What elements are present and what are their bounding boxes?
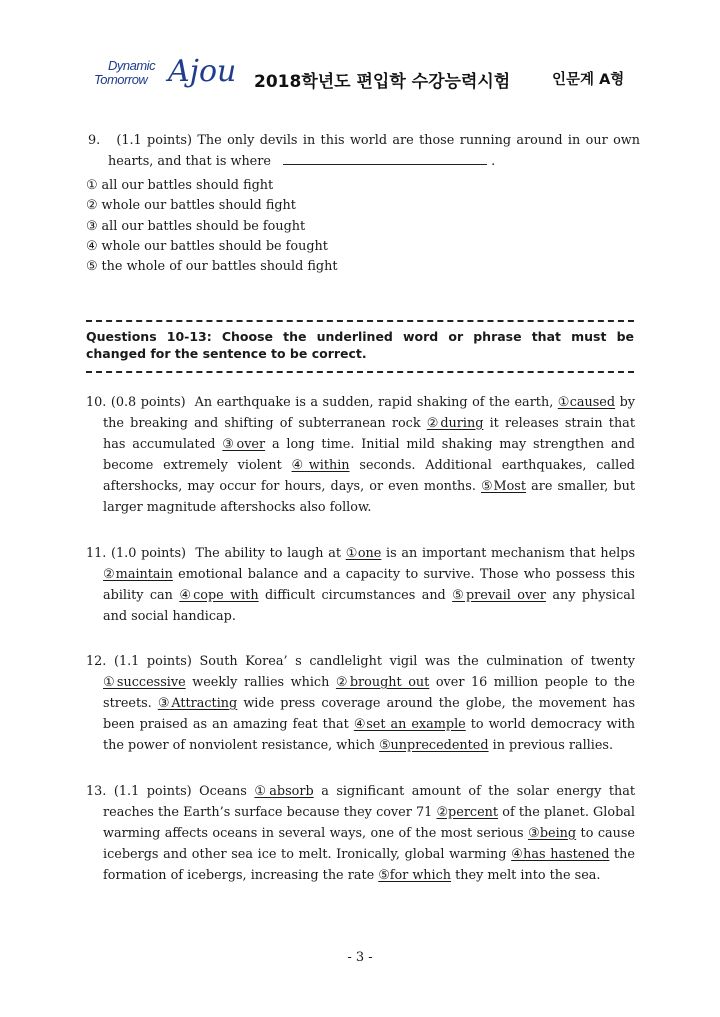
q10-text: by the breaking and shifting of subterranean rock	[103, 395, 635, 431]
q12-text: to world democracy with the power of nonviolent resistance, which	[103, 717, 635, 753]
q11-text: emotional balance and a capacity to survive. Those who possess this ability can	[103, 567, 635, 603]
option-4: ④ whole our battles should be fought	[86, 238, 328, 254]
question-10-head: 10. (0.8 points)	[86, 395, 186, 410]
q13-text: the formation of icebergs, increasing the rate	[103, 847, 635, 883]
q12-underline-5: ⑤unprecedented	[379, 738, 489, 753]
q10-text: seconds. Additional earthquakes, called aftershocks, may occur for hours, days, or even months.	[103, 458, 636, 494]
logo-mark: Ajou	[168, 54, 237, 89]
logo-line-dynamic: Dynamic	[108, 58, 156, 73]
q13-text: a significant amount of the solar energy that reaches the Earth’s surface because they cover 71	[103, 784, 635, 820]
question-9	[88, 130, 640, 172]
q10-underline-1: ①caused	[557, 395, 616, 410]
option-2: ② whole our battles should fight	[86, 198, 296, 214]
q12-underline-2: ②brought out	[335, 675, 430, 690]
q10-text: a long time. Initial mild shaking may strengthen and become extremely violent	[103, 437, 635, 473]
q13-underline-4: ④has hastened	[511, 847, 610, 862]
q13-underline-5: ⑤for which	[378, 868, 452, 883]
q13-text: they melt into the sea.	[455, 868, 601, 883]
q13-underline-1: ①absorb	[254, 784, 314, 799]
question-11-head: 11. (1.0 points)	[86, 546, 187, 561]
q11-text: any physical and social handicap.	[103, 588, 636, 624]
page-number: - 3 -	[347, 950, 373, 965]
q12-underline-3: ③Attracting	[157, 696, 238, 711]
question-9-period: .	[491, 154, 496, 169]
q11-underline-1: ①one	[345, 546, 382, 561]
q12-text: over 16 million people to the streets.	[103, 675, 635, 711]
q10-underline-5: ⑤Most	[481, 479, 527, 494]
question-9-options	[86, 176, 337, 277]
q13-text: of the planet. Global warming affects oceans in several ways, one of the most serious	[103, 805, 635, 841]
q10-text: are smaller, but larger magnitude aftershocks also follow.	[103, 479, 635, 515]
divider-top	[86, 320, 634, 322]
question-13	[86, 781, 635, 886]
q10-text: An earthquake is a sudden, rapid shaking of the earth,	[194, 395, 554, 410]
question-9-stem	[88, 130, 640, 172]
q12-text: wide press coverage around the globe, the movement has been praised as an amazing feat that	[103, 696, 636, 732]
q11-underline-4: ④cope with	[179, 588, 259, 603]
instruction-text: Questions 10-13: Choose the underlined word or phrase that must be changed for the sentence to be correct.	[86, 329, 634, 361]
page-header	[0, 0, 720, 110]
q10-underline-2: ②during	[426, 416, 484, 431]
q13-text: to cause icebergs and other sea ice to melt. Ironically, global warming	[103, 826, 635, 862]
question-9-number: 9.	[88, 133, 101, 148]
q11-text: is an important mechanism that helps	[386, 546, 636, 561]
q12-underline-1: ①successive	[103, 675, 186, 690]
q12-text: weekly rallies which	[192, 675, 330, 690]
q11-text: The ability to laugh at	[195, 546, 342, 561]
question-9-text: The only devils in this world are those running around in our own hearts, and that is where	[108, 133, 640, 169]
ajou-logo	[92, 54, 237, 100]
exam-type: 인문계 A형	[552, 72, 625, 88]
question-11	[86, 543, 635, 627]
q13-underline-3: ③being	[527, 826, 577, 841]
question-10	[86, 392, 635, 518]
answer-blank	[283, 152, 487, 165]
question-12	[86, 651, 635, 756]
q11-underline-5: ⑤prevail over	[452, 588, 546, 603]
q10-text: it releases strain that has accumulated	[103, 416, 635, 452]
option-3: ③ all our battles should be fought	[86, 218, 306, 234]
option-1: ① all our battles should fight	[86, 178, 274, 193]
q12-text: South Korea’ s candlelight vigil was the culmination of twenty	[199, 654, 635, 669]
question-12-head: 12. (1.1 points)	[86, 654, 192, 669]
q10-underline-3: ③over	[222, 437, 266, 452]
q12-underline-4: ④set an example	[353, 717, 466, 732]
divider-bottom	[86, 371, 634, 373]
question-9-points: (1.1 points)	[116, 133, 192, 148]
q11-underline-2: ②maintain	[103, 567, 173, 582]
q11-text: difficult circumstances and	[264, 588, 446, 603]
option-5: ⑤ the whole of our battles should fight	[86, 259, 338, 275]
exam-title: 2018학년도 편입학 수강능력시험	[254, 72, 511, 92]
q12-text: in previous rallies.	[492, 738, 614, 753]
q10-underline-4: ④within	[291, 458, 350, 473]
q13-underline-2: ②percent	[436, 805, 499, 820]
logo-line-tomorrow: Tomorrow	[94, 72, 148, 87]
question-13-head: 13. (1.1 points)	[86, 784, 192, 799]
q13-text: Oceans	[199, 784, 247, 799]
